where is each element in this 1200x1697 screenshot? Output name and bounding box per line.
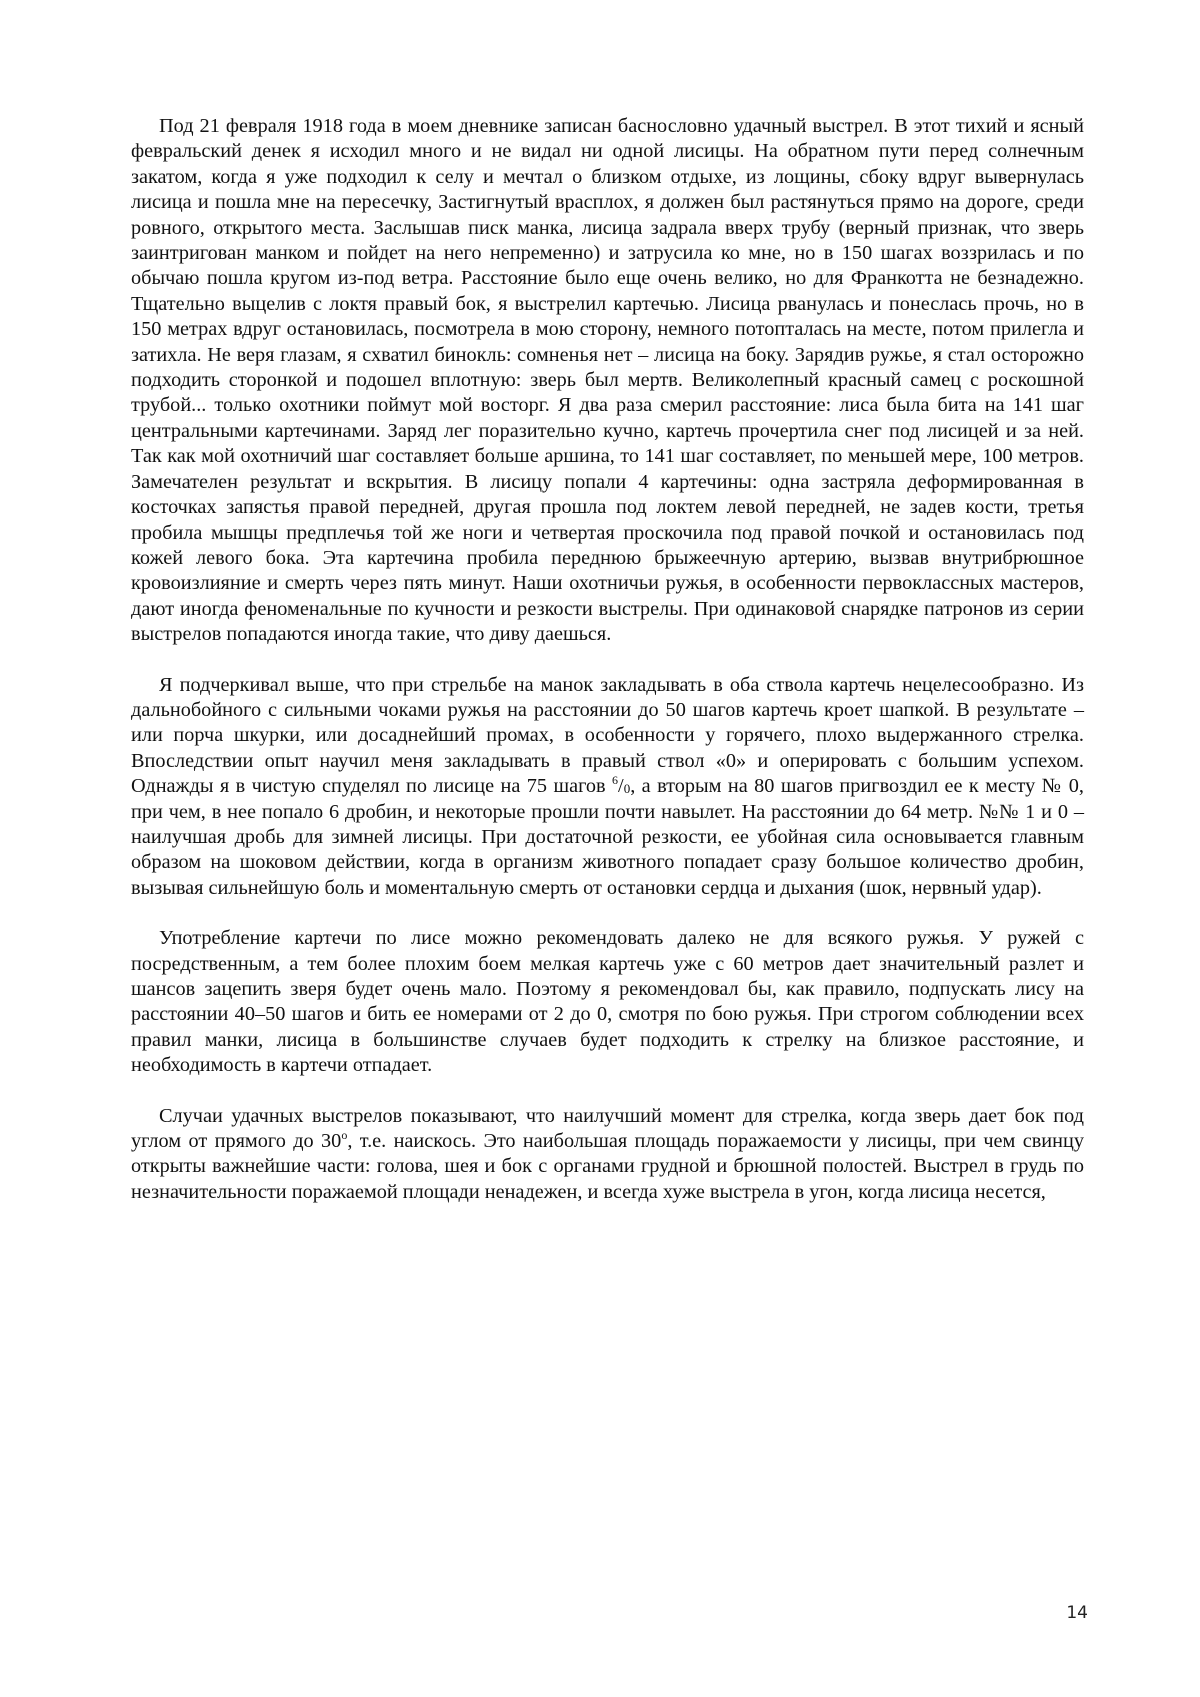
fraction-denominator: 0 xyxy=(623,781,631,797)
fraction-numerator: 6 xyxy=(612,773,619,788)
paragraph-2-text-start: Я подчеркивал выше, что при стрельбе на манок закладывать в оба ствола картечь нецелесообразно. Из дальнобойного с сильными чоками ружья на расстоянии до 50 шагов картечь кроет шапкой. В результате – или порча шкурки, или досаднейший промах, в особенности у горячего, плохо выдержанного стрелка. Впоследствии опыт научил меня закладывать в правый ствол «0» и оперировать с большим успехом. Однажды я в чистую спуделял по лисице на 75 шагов xyxy=(131,673,1084,798)
paragraph-2 xyxy=(131,673,1084,902)
page-number: 14 xyxy=(1066,1603,1088,1623)
paragraph-3: Употребление картечи по лисе можно рекомендовать далеко не для всякого ружья. У ружей с посредственным, а тем более плохим боем мелкая картечь уже с 60 метров дает значительный разлет и шансов зацепить зверя будет очень мало. Поэтому я рекомендовал бы, как правило, подпускать лису на расстоянии 40–50 шагов и бить ее номерами от 2 до 0, смотря по бою ружья. При строгом соблюдении всех правил манки, лисица в большинстве случаев будет подходить к стрелку на близкое расстояние, и необходимость в картечи отпадает. xyxy=(131,927,1084,1077)
shot-fraction: $^6/_0$ xyxy=(612,773,631,798)
paragraph-1: Под 21 февраля 1918 года в моем дневнике записан баснословно удачный выстрел. В этот тихий и ясный февральский денек я исходил много и не видал ни одной лисицы. На обратном пути перед солнечным закатом, когда я уже подходил к селу и мечтал о близком отдыхе, из лощины, сбоку вдруг вывернулась лисица и пошла мне на пересечку, Застигнутый врасплох, я должен был растянуться прямо на дороге, среди ровного, открытого места. Заслышав писк манка, лисица задрала вверх трубу (верный признак, что зверь заинтригован манком и пойдет на него непременно) и затрусила ко мне, но в 150 шагах воззрилась и по обычаю пошла кругом из-под ветра. Расстояние было еще очень велико, но для Франкотта не безнадежно. Тщательно выцелив с локтя правый бок, я выстрелил картечью. Лисица рванулась и понеслась прочь, но в 150 метрах вдруг остановилась, посмотрела в мою сторону, немного потопталась на месте, потом прилегла и затихла. Не веря глазам, я схватил бинокль: сомненья нет – лисица на боку. Зарядив ружье, я стал осторожно подходить сторонкой и подошел вплотную: зверь был мертв. Великолепный красный самец с роскошной трубой... только охотники поймут мой восторг. Я два раза смерил расстояние: лиса была бита на 141 шаг центральными картечинами. Заряд лег поразительно кучно, картечь прочертила снег под лисицей и за ней. Так как мой охотничий шаг составляет больше аршина, то 141 шаг составляет, по меньшей мере, 100 метров. Замечателен результат и вскрытия. В лисицу попали 4 картечины: одна застряла деформированная в косточках запястья правой передней, другая прошла под локтем левой передней, не задев кости, третья пробила мышцы предплечья той же ноги и четвертая проскочила под правой почкой и остановилась под кожей левого бока. Эта картечина пробила переднюю брыжеечную артерию, вызвав внутрибрюшное кровоизлияние и смерть через пять минут. Наши охотничьи ружья, в особенности первоклассных мастеров, дают иногда феноменальные по кучности и резкости выстрелы. При одинаковой снарядке патронов из серии выстрелов попадаются иногда такие, что диву даешься. xyxy=(131,115,1084,646)
paragraph-4-text-start: Случаи удачных выстрелов показывают, что наилучший момент для стрелка, когда зверь дает бок под углом от прямого до 30 xyxy=(131,1104,1084,1153)
paragraph-4-text-end: , т.е. наискось. Это наибольшая площадь поражаемости у лисицы, при чем свинцу открыты важнейшие части: голова, шея и бок с органами грудной и брюшной полостей. Выстрел в грудь по незначительности поражаемой площади ненадежен, и всегда хуже выстрела в угон, когда лисица несется, xyxy=(131,1130,1084,1203)
paragraph-4 xyxy=(131,1104,1084,1206)
paragraph-2-text-end: , а вторым на 80 шагов пригвоздил ее к месту № 0, при чем, в нее попало 6 дробин, и некоторые прошли почти навылет. На расстоянии до 64 метр. №№ 1 и 0 – наилучшая дробь для зимней лисицы. При достаточной резкости, ее убойная сила основывается главным образом на шоковом действии, когда в организм животного попадает сразу большое количество дробин, вызывая сильнейшую боль и моментальную смерть от остановки сердца и дыхания (шок, нервный удар). xyxy=(131,775,1084,899)
document-page xyxy=(131,114,1084,1230)
degree-sign: o xyxy=(341,1128,348,1143)
